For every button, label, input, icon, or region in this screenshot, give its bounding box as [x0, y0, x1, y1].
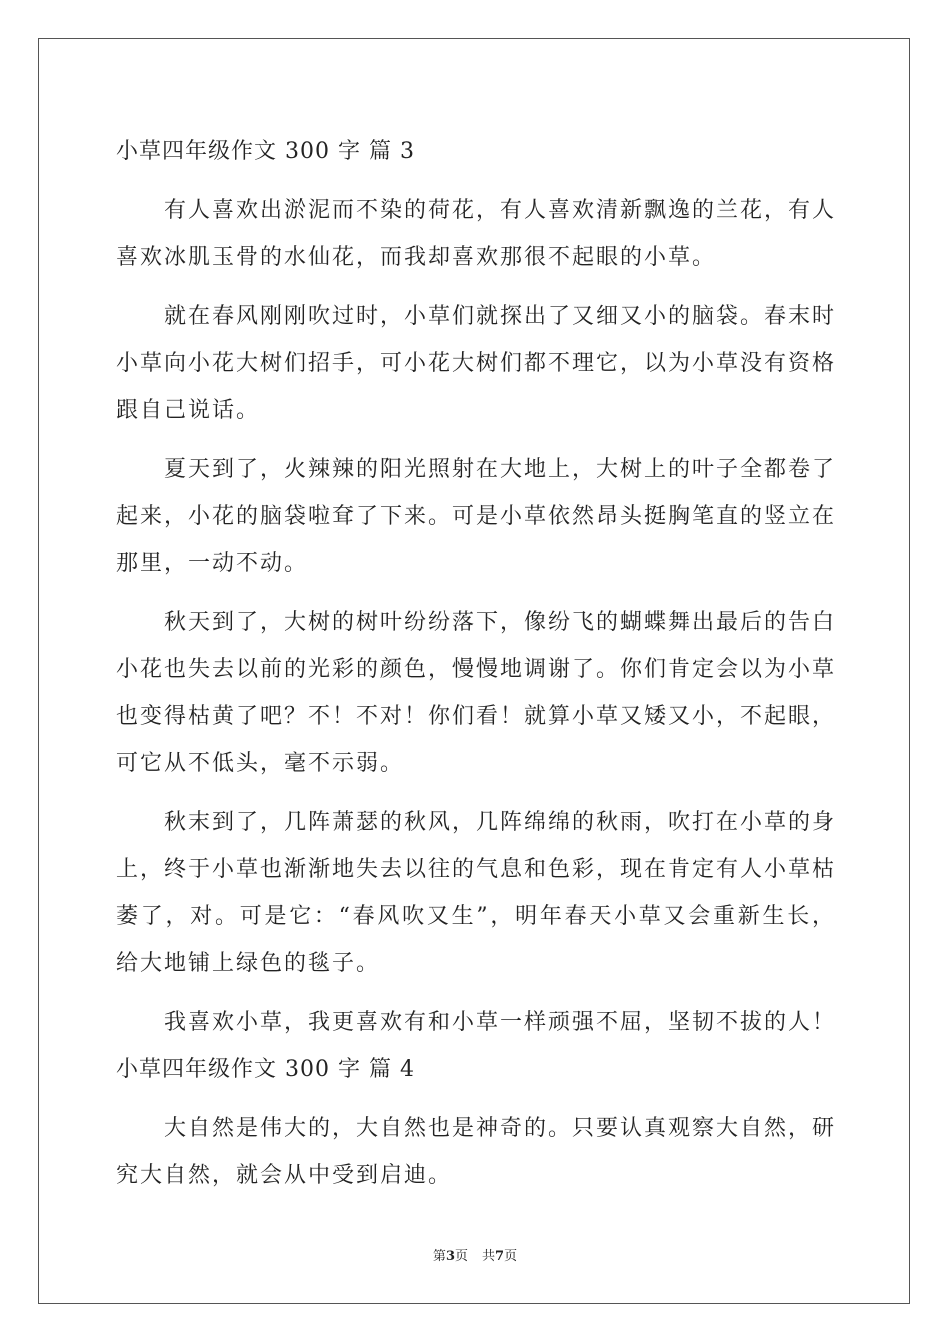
paragraph: 我喜欢小草，我更喜欢有和小草一样顽强不屈，坚韧不拔的人！: [164, 1010, 837, 1035]
page-unit: 页: [454, 1249, 468, 1264]
paragraph: 就在春风刚刚吹过时，小草们就探出了又细又小的脑袋。春末时小草向小花大树们招手，可小花大树们都不理它，以为小草没有资格跟自己说话。: [116, 304, 837, 423]
total-unit: 页: [504, 1249, 518, 1264]
page-total: 7: [495, 1249, 505, 1264]
page-prefix: 第: [432, 1249, 446, 1264]
page-footer: [0, 1245, 950, 1264]
section-heading: 小草四年级作文 300 字 篇 4: [116, 1057, 415, 1082]
page-current: 3: [445, 1249, 455, 1264]
paragraph: 大自然是伟大的，大自然也是神奇的。只要认真观察大自然，研究大自然，就会从中受到启迪。: [116, 1116, 837, 1188]
paragraph: 秋末到了，几阵萧瑟的秋风，几阵绵绵的秋雨，吹打在小草的身上，终于小草也渐渐地失去以往的气息和色彩，现在肯定有人小草枯萎了，对。可是它：“春风吹又生”，明年春天小草又会重新生长，给大地铺上绿色的毯子。: [116, 810, 837, 976]
paragraph: 夏天到了，火辣辣的阳光照射在大地上，大树上的叶子全都卷了起来，小花的脑袋啦耷了下来。可是小草依然昂头挺胸笔直的竖立在那里，一动不动。: [116, 457, 837, 576]
section-heading: 小草四年级作文 300 字 篇 3: [116, 139, 415, 164]
paragraph: 有人喜欢出淤泥而不染的荷花，有人喜欢清新飘逸的兰花，有人喜欢冰肌玉骨的水仙花，而我却喜欢那很不起眼的小草。: [116, 198, 837, 270]
paragraph: 秋天到了，大树的树叶纷纷落下，像纷飞的蝴蝶舞出最后的告白小花也失去以前的光彩的颜色，慢慢地调谢了。你们肯定会以为小草也变得枯黄了吧？不！不对！你们看！就算小草又矮又小，不起眼，可它从不低头，毫不示弱。: [116, 610, 837, 776]
document-body: [116, 128, 836, 1199]
total-prefix: 共: [482, 1249, 496, 1264]
